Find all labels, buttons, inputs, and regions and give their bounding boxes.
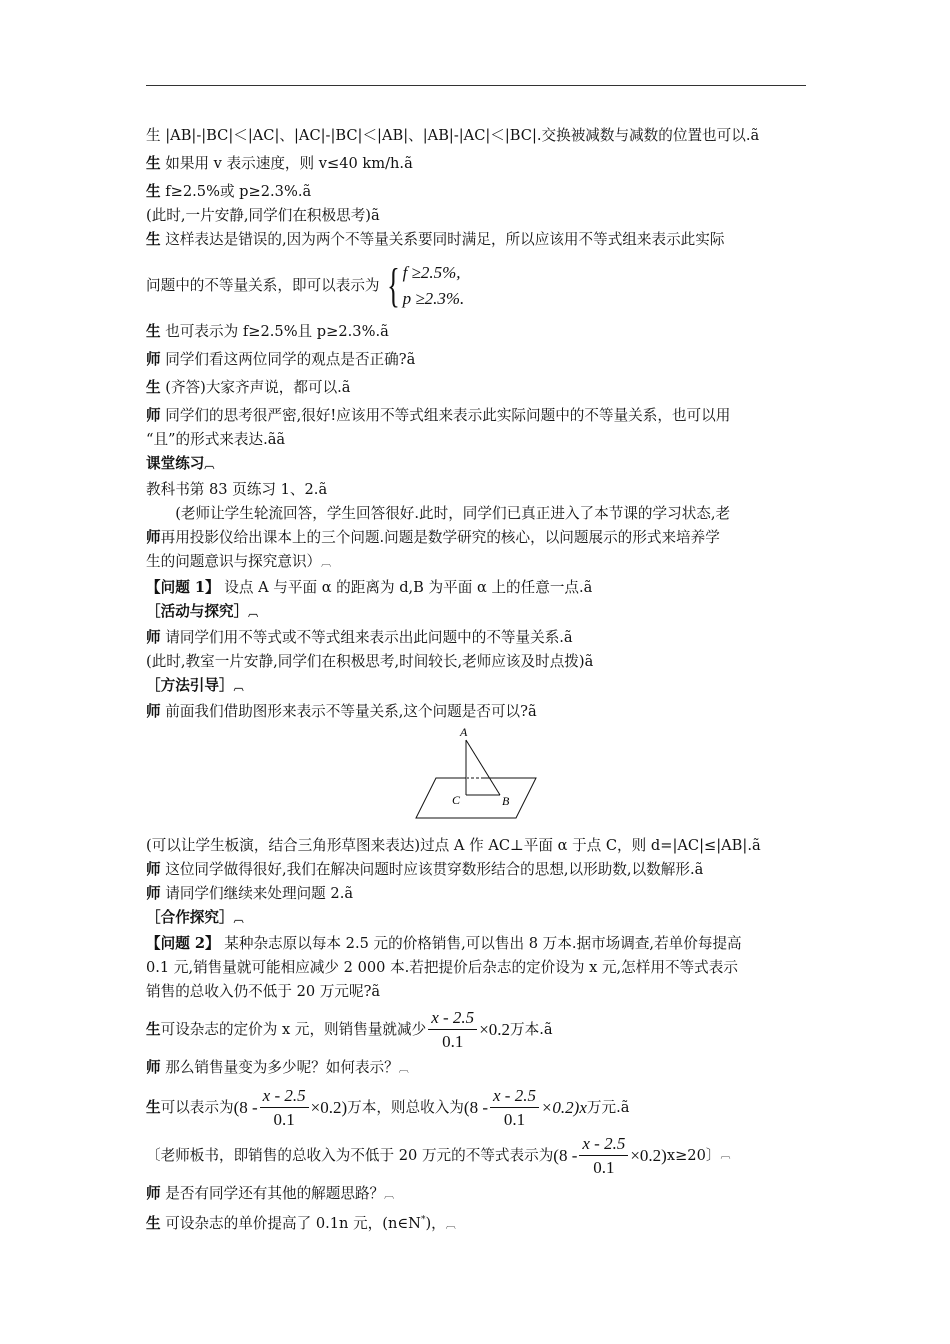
line-17 [146,882,808,906]
heading-text: 课堂练习 [146,455,205,472]
line-23-text: 可设杂志的单价提高了 0.1n 元，(n∈N [160,1214,421,1232]
line-14 [146,700,808,724]
role-label: 生 [146,323,161,340]
inequality-row-2: p ≥2.3%. [402,289,465,308]
line-22 [146,1182,808,1208]
line-12 [146,626,808,650]
role-label: 师 [146,529,161,546]
line-9 [146,404,808,428]
fraction [579,1134,628,1178]
line-15-text: (可以让学生板演，结合三角形草图来表达)过点 A 作 AC⊥平面 α 于点 C，则 d=|AC|≤|AB|.ã [146,837,761,854]
geometry-figure [146,726,808,832]
fraction-numerator: x - 2.5 [579,1134,628,1156]
segment-AB [466,740,500,795]
line-1-text: 生 |AB|-|BC|＜|AC|、|AC|-|BC|＜|AB|、|AB|-|AC|＜|BC|.交换被减数与减数的位置也可以.ã [146,127,760,144]
math-text: (8 - [233,1098,258,1117]
line-5 [146,228,808,252]
line-23 [146,1208,808,1238]
line-21a-text: 〔老师板书，即销售的总收入为不低于 20 万元的不等式表示为 [146,1147,554,1164]
fraction-denominator: 0.1 [442,1032,464,1051]
line-22-text: 是否有同学还有其他的解题思路？ [160,1185,385,1202]
line-18 [146,1008,808,1052]
role-label: 师 [146,703,161,720]
line-18a-text: 可设杂志的定价为 x 元，则销售量就减少 [160,1021,427,1038]
plane-triangle-diagram [408,726,548,830]
role-label: 师 [146,885,161,902]
math-text: ×0.2) [310,1098,348,1117]
line-1 [146,124,808,148]
line-4 [146,204,808,228]
line-3-text: f≥2.5%或 p≥2.3%.ã [160,183,312,200]
line-3 [146,180,808,204]
fraction-numerator: x - 2.5 [490,1086,539,1108]
line-9b [146,428,808,452]
line-5-text: 这样表达是错误的,因为两个不等量关系要同时满足，所以应该用不等式组来表示此实际 [160,231,725,248]
line-6-text: 也可表示为 f≥2.5%且 p≥2.3%.ã [160,323,389,340]
label-B: B [502,794,510,808]
role-label: 生 [146,231,161,248]
paragraph-mark-icon: ︹ [233,914,244,925]
line-19-text: 那么销售量变为多少呢？如何表示？ [160,1059,399,1076]
line-11b [146,526,808,550]
paragraph-mark-icon: ︹ [445,1219,456,1231]
section-heading-activity [146,600,808,626]
line-20 [146,1086,808,1130]
paragraph-mark-icon: ︹ [233,682,244,693]
line-10-text: 教科书第 83 页练习 1、2.ã [146,481,328,498]
role-label: 师 [146,407,161,424]
line-19 [146,1056,808,1082]
line-20b-text: 万本，则总收入为 [347,1099,464,1116]
inequality-row-1: f ≥2.5%, [402,263,461,282]
section-heading-cooperation [146,906,808,932]
question-2c [146,980,808,1004]
line-2-text: 如果用 v 表示速度，则 v≤40 km/h.ã [160,155,413,172]
line-11c-text: 生的问题意识与探究意识） [146,553,322,570]
math-text: (8 - [463,1098,488,1117]
superscript-star: * [420,1215,426,1225]
section-heading-practice [146,452,808,478]
line-20a-text: 可以表示为 [160,1099,234,1116]
label-A: A [460,726,468,739]
question-label: 【问题 1】 [146,579,220,596]
heading-text: ［合作探究］ [146,909,234,926]
line-12-text: 请同学们用不等式或不等式组来表示出此问题中的不等量关系.ã [160,629,573,646]
line-7-text: 同学们看这两位同学的观点是否正确?ã [160,351,416,368]
line-11b-text: 再用投影仪给出课本上的三个问题.问题是数学研究的核心，以问题展示的形式来培养学 [160,529,720,546]
question-1-text: 设点 A 与平面 α 的距离为 d,B 为平面 α 上的任意一点.ã [219,579,593,596]
math-text: ×0.2)x [540,1098,587,1117]
question-2a-text: 某种杂志原以每本 2.5 元的价格销售,可以售出 8 万本.据市场调查,若单价每提高 [219,935,742,952]
role-label: 生 [146,155,161,172]
role-label: 生 [146,1214,161,1232]
role-label: 师 [146,1059,161,1076]
question-2c-text: 销售的总收入仍不低于 20 万元呢?ã [146,983,381,1000]
line-11c [146,550,808,576]
question-2a [146,932,808,956]
question-label: 【问题 2】 [146,935,220,952]
role-label: 生 [146,379,161,396]
line-18c-text: 万本.ã [510,1021,553,1038]
header-rule [146,85,806,86]
line-13 [146,650,808,674]
line-14-text: 前面我们借助图形来表示不等量关系,这个问题是否可以?ã [160,703,537,720]
question-2b [146,956,808,980]
line-13-text: (此时,教室一片安静,同学们在积极思考,时间较长,老师应该及时点拨)ã [146,653,594,670]
line-9-text: 同学们的思考很严密,很好!应该用不等式组来表示此实际问题中的不等量关系，也可以用 [160,407,731,424]
line-21b-text: x≥20〕 [666,1147,721,1164]
paragraph-mark-icon: ︹ [321,558,332,569]
line-7 [146,348,808,372]
role-label: 生 [146,1099,161,1116]
role-label: 生 [146,183,161,200]
line-17-text: 请同学们继续来处理问题 2.ã [160,885,354,902]
line-15 [146,834,808,858]
line-11a-text: (老师让学生轮流回答，学生回答很好.此时，同学们已真正进入了本节课的学习状态,老 [175,505,731,522]
question-1 [146,576,808,600]
line-8-text: (齐答)大家齐声说，都可以.ã [160,379,351,396]
line-9b-text: “且”的形式来表达.ãã [146,431,286,448]
line-2 [146,152,808,176]
brace-glyph: { [386,259,400,312]
fraction [490,1086,539,1130]
line-8 [146,376,808,400]
fraction-denominator: 0.1 [273,1110,295,1129]
heading-text: ［活动与探究］ [146,603,249,620]
heading-text: ［方法引导］ [146,677,234,694]
line-21 [146,1134,808,1178]
role-label: 师 [146,1185,161,1202]
line-5b [146,260,808,312]
line-6 [146,320,808,344]
paragraph-mark-icon: ︹ [398,1064,409,1075]
fraction-denominator: 0.1 [503,1110,526,1129]
math-text: ×0.2) [630,1146,667,1165]
label-C: C [452,793,461,807]
math-text: ×0.2 [479,1020,511,1039]
role-label: 生 [146,1021,161,1038]
math-text: (8 - [553,1146,578,1165]
section-heading-method [146,674,808,700]
fraction-numerator: x - 2.5 [428,1008,477,1030]
line-20c-text: 万元.ã [586,1099,630,1116]
line-4-text: (此时,一片安静,同学们在积极思考)ã [146,207,380,224]
line-16-text: 这位同学做得很好,我们在解决问题时应该贯穿数形结合的思想,以形助数,以数解形.ã [160,861,704,878]
line-16 [146,858,808,882]
paragraph-mark-icon: ︹ [720,1150,731,1161]
line-10 [146,478,808,502]
role-label: 师 [146,351,161,368]
question-2b-text: 0.1 元,销售量就可能相应减少 2 000 本.若把提价后杂志的定价设为 x 元,怎样用不等式表示 [146,959,738,976]
line-23b-text: )， [425,1214,446,1232]
line-5b-text: 问题中的不等量关系，即可以表示为 [146,277,380,294]
role-label: 师 [146,861,161,878]
inequality-rows [403,260,465,312]
inequality-system [382,260,465,312]
document-body [146,124,808,1238]
paragraph-mark-icon: ︹ [204,460,215,471]
fraction [428,1008,477,1052]
fraction-numerator: x - 2.5 [260,1086,309,1108]
plane-alpha [416,778,536,818]
line-11a [146,502,808,526]
paragraph-mark-icon: ︹ [248,608,259,619]
fraction-denominator: 0.1 [593,1158,615,1177]
fraction [260,1086,309,1130]
role-label: 师 [146,629,161,646]
paragraph-mark-icon: ︹ [384,1190,395,1201]
